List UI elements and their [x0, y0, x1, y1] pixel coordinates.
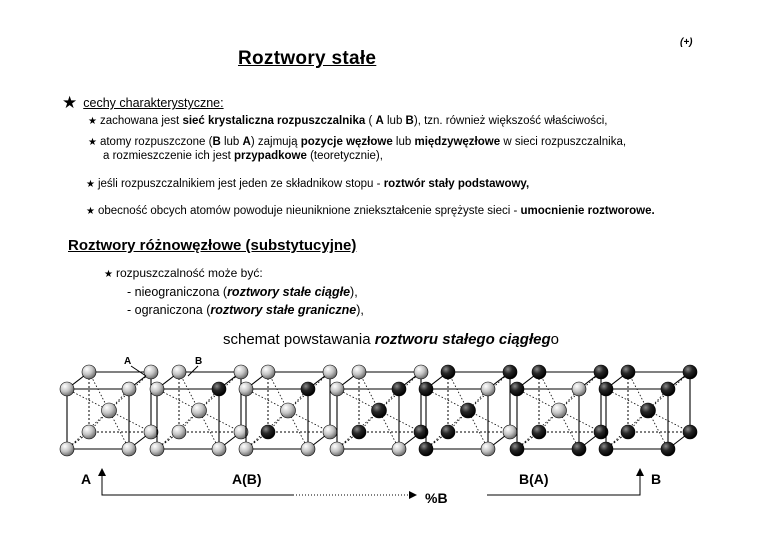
unit-cell-4 — [330, 365, 428, 456]
corner-atom-a — [330, 442, 344, 456]
axis-label-a-b: A(B) — [232, 471, 262, 487]
corner-atom-b — [683, 425, 697, 439]
axis-label-b-a: B(A) — [519, 471, 549, 487]
unit-cell-5 — [419, 365, 517, 456]
unit-cell-1 — [60, 365, 158, 456]
corner-atom-b — [392, 382, 406, 396]
corner-atom-b — [261, 425, 275, 439]
feature-bullet-3: ★ jeśli rozpuszczalnikiem jest jeden ze składnikow stopu - roztwór stały podstawowy, — [86, 178, 530, 190]
axis-right-arrowhead — [636, 468, 644, 476]
center-atom-a — [281, 403, 296, 418]
corner-atom-b — [503, 365, 517, 379]
corner-atom-b — [532, 365, 546, 379]
corner-atom-a — [239, 442, 253, 456]
star-icon: ★ — [88, 137, 97, 148]
corner-atom-b — [212, 382, 226, 396]
corner-atom-a — [172, 365, 186, 379]
center-atom-a — [192, 403, 207, 418]
axis-label-percent-b: %B — [425, 490, 448, 506]
section-heading: Roztwory różnowęzłowe (substytucyjne) — [68, 237, 357, 254]
corner-atom-a — [144, 365, 158, 379]
corner-atom-a — [330, 382, 344, 396]
corner-atom-a — [82, 425, 96, 439]
axis-center-arrowhead — [409, 491, 417, 499]
center-atom-b — [372, 403, 387, 418]
feature-bullet-1: ★ zachowana jest sieć krystaliczna rozpuszczalnika ( A lub B), tzn. również większość właściwości, — [88, 115, 608, 127]
corner-atom-b — [301, 382, 315, 396]
axis-left-arrowhead — [98, 468, 106, 476]
label-atom-a: A — [124, 356, 132, 367]
corner-atom-b — [572, 442, 586, 456]
corner-atom-a — [60, 382, 74, 396]
star-icon: ★ — [62, 93, 78, 112]
corner-atom-a — [503, 425, 517, 439]
center-atom-a — [552, 403, 567, 418]
corner-atom-a — [234, 365, 248, 379]
corner-atom-a — [301, 442, 315, 456]
corner-atom-a — [239, 382, 253, 396]
corner-atom-b — [599, 382, 613, 396]
corner-atom-a — [481, 442, 495, 456]
corner-mark: (+) — [680, 37, 693, 48]
axis-label-b: B — [651, 471, 662, 487]
axis-right-arrow — [487, 474, 640, 495]
corner-atom-b — [661, 442, 675, 456]
corner-atom-a — [172, 425, 186, 439]
star-icon: ★ — [88, 116, 97, 127]
star-icon: ★ — [104, 269, 113, 280]
corner-atom-b — [532, 425, 546, 439]
corner-atom-b — [683, 365, 697, 379]
unit-cell-3 — [239, 365, 337, 456]
axis-label-a: A — [81, 471, 92, 487]
features-heading: ★ cechy charakterystyczne: — [62, 93, 224, 112]
solubility-item-1: - nieograniczona (roztwory stałe ciągłe), — [127, 285, 358, 299]
corner-atom-b — [352, 425, 366, 439]
corner-atom-a — [352, 365, 366, 379]
unit-cell-2 — [150, 365, 248, 456]
axis-left-arrow — [102, 474, 293, 495]
feature-bullet-2: ★ atomy rozpuszczone (B lub A) zajmują pozycje węzłowe lub międzywęzłowe w sieci rozpuszczalnika, — [88, 136, 627, 148]
corner-atom-a — [150, 442, 164, 456]
center-atom-b — [641, 403, 656, 418]
label-atom-a-pointer — [131, 366, 146, 376]
corner-atom-a — [122, 442, 136, 456]
corner-atom-b — [599, 442, 613, 456]
feature-bullet-2-continuation: a rozmieszczenie ich jest przypadkowe (teoretycznie), — [103, 150, 383, 162]
solubility-line: ★ rozpuszczalność może być: — [104, 266, 263, 280]
corner-atom-b — [419, 442, 433, 456]
unit-cell-6 — [510, 365, 608, 456]
corner-atom-b — [621, 425, 635, 439]
corner-atom-a — [323, 365, 337, 379]
corner-atom-a — [122, 382, 136, 396]
scheme-caption: schemat powstawania roztworu stałego ciągłego — [223, 331, 559, 348]
corner-atom-b — [661, 382, 675, 396]
corner-atom-a — [481, 382, 495, 396]
center-atom-b — [461, 403, 476, 418]
corner-atom-b — [441, 365, 455, 379]
corner-atom-a — [572, 382, 586, 396]
star-icon: ★ — [86, 179, 95, 190]
corner-atom-a — [60, 442, 74, 456]
label-atom-b: B — [195, 356, 203, 367]
corner-atom-b — [621, 365, 635, 379]
corner-atom-a — [261, 365, 275, 379]
corner-atom-a — [392, 442, 406, 456]
corner-atom-a — [212, 442, 226, 456]
unit-cell-7 — [599, 365, 697, 456]
corner-atom-b — [510, 442, 524, 456]
corner-atom-b — [510, 382, 524, 396]
corner-atom-a — [414, 365, 428, 379]
feature-bullet-4: ★ obecność obcych atomów powoduje nieuniknione zniekształcenie sprężyste sieci - umocnienie roztworowe. — [86, 205, 655, 217]
label-atom-b-pointer — [188, 366, 198, 376]
corner-atom-a — [82, 365, 96, 379]
corner-atom-b — [594, 365, 608, 379]
corner-atom-a — [323, 425, 337, 439]
corner-atom-b — [419, 382, 433, 396]
corner-atom-a — [150, 382, 164, 396]
solubility-item-2: - ograniczona (roztwory stałe graniczne), — [127, 303, 364, 317]
star-icon: ★ — [86, 206, 95, 217]
corner-atom-a — [144, 425, 158, 439]
center-atom-a — [102, 403, 117, 418]
page-title: Roztwory stałe — [238, 48, 377, 69]
corner-atom-b — [441, 425, 455, 439]
